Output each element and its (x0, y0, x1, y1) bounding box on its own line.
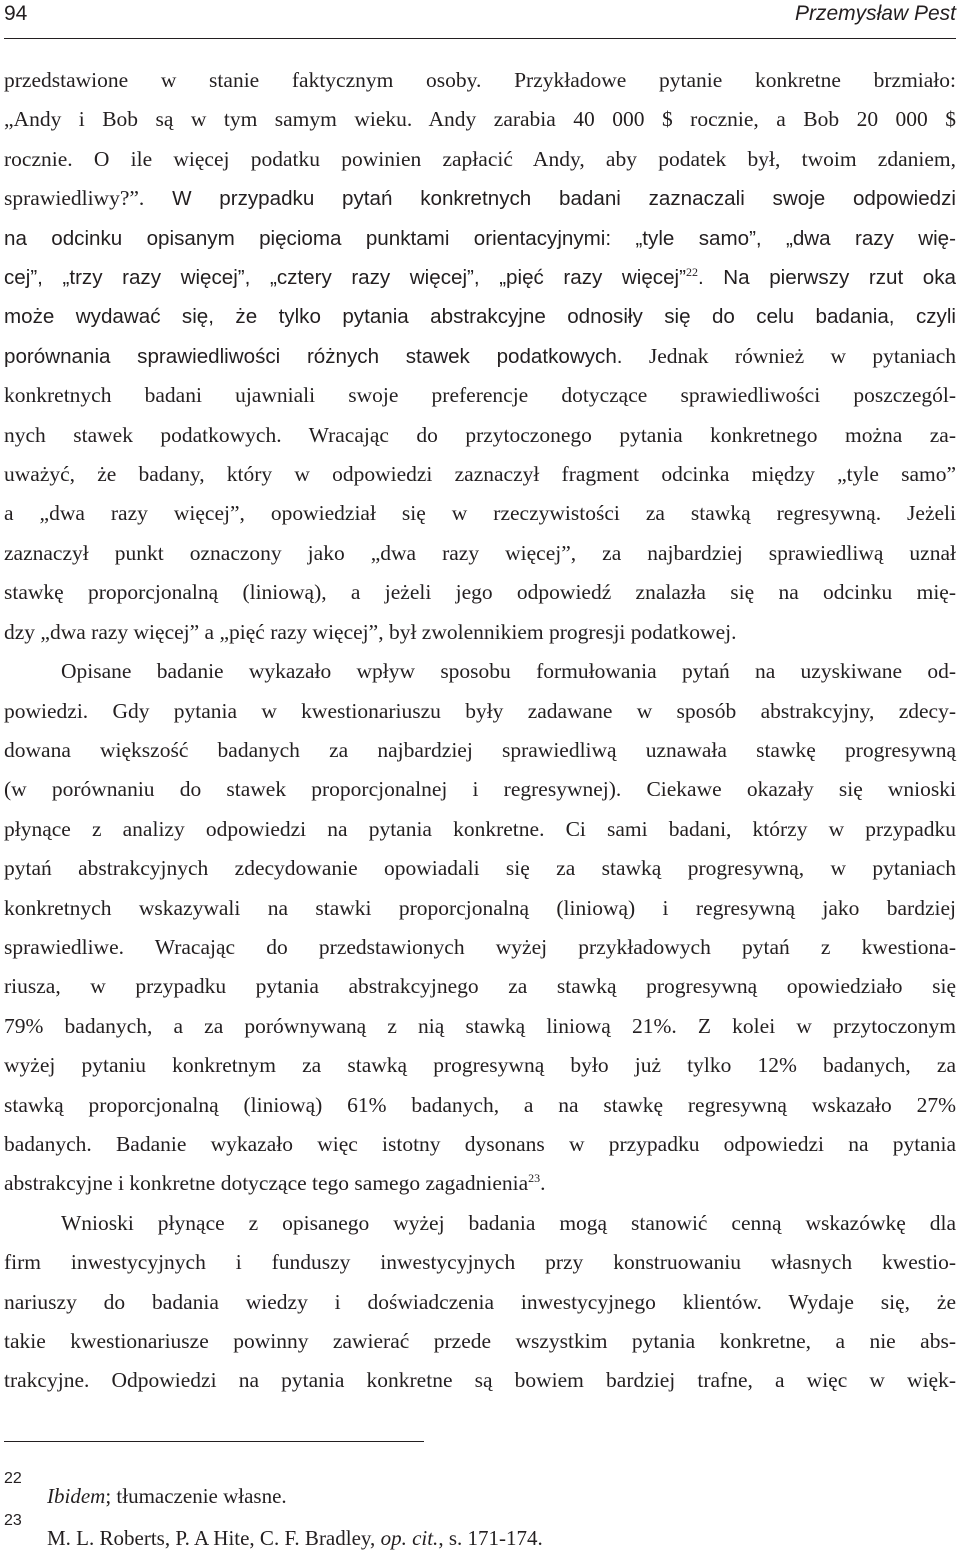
text-fragment: abstrakcyjne i konkretne dotyczące tego samego zagadnienia (4, 1171, 529, 1196)
footnote-italic: op. cit. (380, 1526, 439, 1550)
text-line: badanych. Badanie wykazało więc istotny dysonans w przypadku odpowiedzi na pytania (4, 1131, 956, 1156)
text-line: stawkę proporcjonalną (liniową), a jeżeli jego odpowiedź znalazła się na odcinku mię- (4, 580, 956, 605)
text-line: pytań abstrakcyjnych zdecydowanie opowiadali się za stawką progresywną, w pytaniach (4, 856, 956, 881)
text-line: płynące z analizy odpowiedzi na pytania konkretne. Ci sami badani, którzy w przypadku (4, 816, 956, 841)
text-line: wyżej pytaniu konkretnym za stawką progresywną było już tylko 12% badanych, za (4, 1053, 956, 1078)
page-header (4, 0, 956, 39)
text-line: a „dwa razy więcej”, opowiedział się w rzeczywistości za stawką regresywną. Jeżeli (4, 501, 956, 526)
text-line: zaznaczył punkt oznaczony jako „dwa razy więcej”, za najbardziej sprawiedliwą uznał (4, 540, 956, 565)
text-line (4, 1164, 956, 1203)
text-line: stawką proporcjonalną (liniową) 61% badanych, a na stawkę regresywną wskazało 27% (4, 1092, 956, 1117)
text-line: dzy „dwa razy więcej” a „pięć razy więcej”, był zwolennikiem progresji podatkowej. (4, 619, 737, 644)
main-text (4, 61, 956, 1401)
text-line (4, 179, 956, 218)
text-line: powiedzi. Gdy pytania w kwestionariuszu były zadawane w sposób abstrakcyjny, zdecy- (4, 698, 956, 723)
footnote-text (47, 1484, 287, 1509)
footnote-pre: M. L. Roberts, P. A Hite, C. F. Bradley, (47, 1526, 381, 1550)
footnote-italic: Ibidem (47, 1484, 106, 1508)
text-line: „Andy i Bob są w tym samym wieku. Andy zarabia 40 000 $ rocznie, a Bob 20 000 $ (4, 107, 956, 132)
text-line: 79% badanych, a za porównywaną z nią stawką liniową 21%. Z kolei w przytoczonym (4, 1013, 956, 1038)
running-head-author: Przemysław Pest (794, 2, 956, 25)
text-line: na odcinku opisanym pięcioma punktami orientacyjnymi: „tyle samo”, „dwa razy wię- (4, 226, 956, 250)
footnote-number: 23 (4, 1512, 22, 1529)
text-line: trakcyjne. Odpowiedzi na pytania konkretne są bowiem bardziej trafne, a więc w więk- (4, 1368, 956, 1393)
text-line: (w porównaniu do stawek proporcjonalnej i regresywnej). Ciekawe okazały się wnioski (4, 777, 956, 802)
text-line: rocznie. O ile więcej podatku powinien zapłacić Andy, aby podatek był, twoim zdaniem, (4, 146, 956, 171)
text-fragment: Jednak również w pytaniach (622, 343, 956, 368)
text-line: przedstawione w stanie faktycznym osoby. Przykładowe pytanie konkretne brzmiało: (4, 68, 956, 92)
text-line: konkretnych wskazywali na stawki proporcjonalną (liniową) i regresywną jako bardziej (4, 895, 956, 920)
footnote-separator (4, 1441, 424, 1442)
text-line: może wydawać się, że tylko pytania abstrakcyjne odnosiły się do celu badania, czyli (4, 305, 956, 329)
text-fragment: sprawiedliwy?”. (4, 186, 145, 211)
footnote-number: 22 (4, 1470, 22, 1487)
page-number: 94 (4, 2, 28, 25)
footnote-ref-22: 22 (685, 265, 698, 280)
text-line: firm inwestycyjnych i funduszy inwestycyjnych przy konstruowaniu własnych kwestio- (4, 1250, 956, 1275)
text-line: Wnioski płynące z opisanego wyżej badania mogą stanowić cenną wskazówkę dla (61, 1210, 956, 1235)
text-line: konkretnych badani ujawniali swoje preferencje dotyczące sprawiedliwości poszczegól- (4, 383, 956, 408)
text-line: riusza, w przypadku pytania abstrakcyjnego za stawką progresywną opowiedziało się (4, 974, 956, 999)
footnote-rest: , s. 171-174. (438, 1526, 543, 1550)
text-line: nych stawek podatkowych. Wracając do przytoczonego pytania konkretnego można za- (4, 422, 956, 447)
footnote-rest: ; tłumaczenie własne. (105, 1484, 287, 1508)
footnote-ref-23: 23 (528, 1171, 541, 1186)
text-fragment-sans: porównania sprawiedliwości różnych stawek podatkowych. (4, 344, 623, 368)
text-line: nariuszy do badania wiedzy i doświadczenia inwestycyjnego klientów. Wydaje się, że (4, 1289, 956, 1314)
text-fragment-sans: . Na pierwszy rzut oka (697, 266, 956, 290)
text-fragment-sans: W przypadku pytań konkretnych badani zaznaczali swoje odpowiedzi (144, 187, 956, 211)
text-line: takie kwestionariusze powinny zawierać przede wszystkim pytania konkretne, a nie abs- (4, 1329, 956, 1353)
text-line: uważyć, że badany, który w odpowiedzi zaznaczył fragment odcinka między „tyle samo” (4, 462, 956, 487)
text-line (4, 337, 956, 376)
text-fragment-sans: cej”, „trzy razy więcej”, „cztery razy więcej”, „pięć razy więcej” (4, 266, 686, 290)
text-line: Opisane badanie wykazało wpływ sposobu formułowania pytań na uzyskiwane od- (61, 659, 956, 684)
footnote-text (47, 1526, 543, 1551)
text-line (4, 258, 956, 297)
text-fragment: . (540, 1171, 546, 1196)
text-line: dowana większość badanych za najbardziej sprawiedliwą uznawała stawkę progresywną (4, 737, 956, 762)
text-line: sprawiedliwe. Wracając do przedstawionych wyżej przykładowych pytań z kwestiona- (4, 934, 956, 959)
